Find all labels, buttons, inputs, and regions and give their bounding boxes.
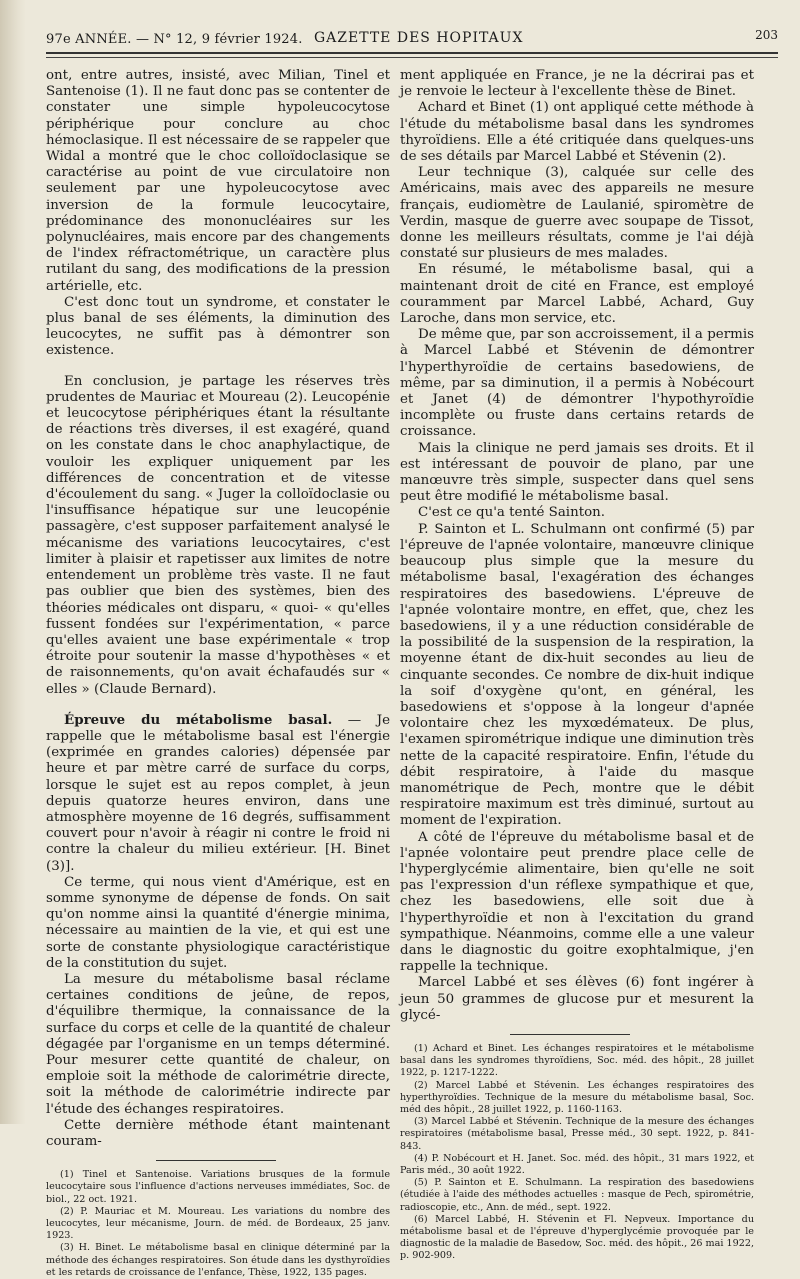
footnote: (4) P. Nobécourt et H. Janet. Soc. méd. des hôpit., 31 mars 1922, et Paris méd., 30 août 1922. (400, 1152, 754, 1177)
issue-info: 97e ANNÉE. — N° 12, 9 février 1924. (46, 32, 303, 47)
paragraph: Ce terme, qui nous vient d'Amérique, est en somme synonyme de dépense de fonds. On sait qu'on nomme ainsi la quantité d'énergie minima, nécessaire au maintien de la vie, et qui est une sorte de constante physiologique caractéristique de la constitution du sujet. (46, 874, 390, 971)
footnote: (1) Achard et Binet. Les échanges respiratoires et le métabolisme basal dans les syndromes thyroïdiens, Soc. méd. des hôpit., 28 juillet 1922, p. 1217-1222. (400, 1042, 754, 1079)
paragraph: ont, entre autres, insisté, avec Milian, Tinel et Santenoise (1). Il ne faut donc pas se contenter de constater une simple hypoleucocytose périphérique pour conclure au choc hémoclasique. Il est nécessaire de se rappeler que Widal a montré que le choc colloïdoclasique se caractérise au point de vue circulatoire non seulement par une hypoleucocytose avec inversion de la formule leucocytaire, prédominance des mononucléaires sur les polynucléaires, mais encore par des changements de l'index réfractométrique, un caractère plus rutilant du sang, des modifications de la pression artérielle, etc. (46, 68, 390, 294)
section-text: — Je rappelle que le métabolisme basal est l'énergie (exprimée en grandes calories) dépensée par heure et par mètre carré de surface du corps, lorsque le sujet est au repos complet, à jeun depuis quatorze heures environ, dans une atmosphère moyenne de 16 degrés, suffisamment couvert pour n'avoir à réagir ni contre le froid ni contre la chaleur du milieu extérieur. [H. Binet (3)]. (46, 712, 390, 874)
footnotes-left (46, 1169, 390, 1279)
footnote: (5) P. Sainton et E. Schulmann. La respiration des basedowiens (étudiée à l'aide des méthodes actuelles : masque de Pech, spirométrie, radioscopie, etc., Ann. de méd., sept. 1922. (400, 1177, 754, 1213)
section-paragraph (46, 712, 390, 875)
paragraph: De même que, par son accroissement, il a permis à Marcel Labbé et Stévenin de démontrer l'hyperthyroïdie de certains basedowiens, de même, par sa diminution, il a permis à Nobécourt et Janet (4) de démontrer l'hypothyroïdie incomplète ou fruste dans certains retards de croissance. (400, 327, 754, 440)
paragraph: Mais la clinique ne perd jamais ses droits. Et il est intéressant de pouvoir de plano, par une manœuvre très simple, suspecter dans quel sens peut être modifié le métabolisme basal. (400, 440, 754, 505)
paragraph: A côté de l'épreuve du métabolisme basal et de l'apnée volontaire peut prendre place celle de l'hyperglycémie alimentaire, bien qu'elle ne soit pas l'expression d'un réflexe sympathique et que, chez les basedowiens, elle soit due à l'hyperthyroïdie et non à l'excitation du grand sympathique. Néanmoins, comme elle a une valeur dans le diagnostic du goitre exophtalmique, j'en rappelle la technique. (400, 829, 754, 975)
paragraph: Leur technique (3), calquée sur celle des Américains, mais avec des appareils ne mesure français, eudiomètre de Laulanié, spiromètre de Verdin, masque de guerre avec soupape de Tissot, donne les meilleurs résultats, comme je l'ai déjà constaté sur plusieurs de mes malades. (400, 165, 754, 262)
footnote: (2) P. Mauriac et M. Moureau. Les variations du nombre des leucocytes, leur mécanisme, Journ. de méd. de Bordeaux, 25 janv. 1923. (46, 1205, 390, 1242)
paragraph: Cette dernière méthode étant maintenant couram- (46, 1117, 390, 1149)
paragraph: C'est ce qu'a tenté Sainton. (418, 505, 606, 521)
footnote: (1) Tinel et Santenoise. Variations brusques de la formule leucocytaire sous l'influence d'actions nerveuses immédiates, Soc. de biol., 22 oct. 1921. (46, 1169, 390, 1205)
paragraph: ment appliquée en France, je ne la décrirai pas et je renvoie le lecteur à l'excellente thèse de Binet. (400, 68, 754, 100)
right-column (400, 68, 754, 1263)
paragraph: P. Sainton et L. Schulmann ont confirmé (5) par l'épreuve de l'apnée volontaire, manœuvre clinique beaucoup plus simple que la mesure du métabolisme basal, l'exagération des échanges respiratoires des basedowiens. L'épreuve de l'apnée volontaire montre, en effet, que, chez les basedowiens, il y a une réduction considérable de la possibilité de la suspension de la respiration, la moyenne étant de dix-huit secondes au lieu de cinquante secondes. Ce nombre de dix-huit indique la soif d'oxygène qu'ont, en général, les basedowiens et s'oppose à la longeur d'apnée volontaire chez les myxœdémateux. De plus, l'examen spirométrique indique une diminution très nette de la capacité respiratoire. Enfin, l'étude du débit respiratoire, à l'aide du masque manométrique de Pech, montre que le débit respiratoire maximum est très diminué, surtout au moment de l'expiration. (400, 521, 755, 829)
header-rule-thin (46, 57, 778, 58)
page-header (46, 28, 778, 50)
paragraph: C'est donc tout un syndrome, et constater le plus banal de ses éléments, la diminution des leucocytes, ne suffit pas à démontrer son existence. (46, 294, 390, 359)
footnote-rule (156, 1160, 276, 1161)
footnote: (2) Marcel Labbé et Stévenin. Les échanges respiratoires des hyperthyroïdies. Technique de la mesure du métabolisme basal, Soc. méd des hôpit., 28 juillet 1922, p. 1160-1163. (400, 1079, 754, 1115)
paragraph: Marcel Labbé et ses élèves (6) font ingérer à jeun 50 grammes de glucose pur et mesurent la glycé- (400, 975, 754, 1023)
paragraph: Achard et Binet (1) ont appliqué cette méthode à l'étude du métabolisme basal dans les syndromes thyroïdiens. Elle a été critiquée dans quelques-uns de ses détails par Marcel Labbé et Stévenin (2). (400, 100, 754, 165)
footnote: (3) H. Binet. Le métabolisme basal en clinique déterminé par la méthode des échanges respiratoires. Son étude dans les dysthyroïdies et les retards de croissance de l'enfance, Thèse, 1922, 135 pages. (46, 1242, 390, 1278)
left-column (46, 68, 390, 1279)
conclusion-paragraph: En conclusion, je partage les réserves très prudentes de Mauriac et Moureau (2). Leucopénie et leucocytose périphériques étant la résultante de réactions très diverses, il est exagéré, quand on les constate dans le choc anaphylactique, de vouloir les expliquer uniquement par les différences de concentration et de vitesse d'écoulement du sang. « Juger la colloïdoclasie ou l'insuffisance hépatique sur une leucopénie passagère, c'est supposer parfaitement analysé le mécanisme des variations leucocytaires, c'est limiter à plaisir et rapetisser aux limites de notre entendement un problème très vaste. Il ne faut pas oublier que bien des systèmes, bien des théories médicales ont disparu, « quoi- « qu'elles fussent fondées sur l'expérimentation, « parce qu'elles avaient une base expérimentale « trop étroite pour soutenir la masse d'hypothèses « et de raisonnements, qu'on avait échafaudés sur « elles » (Claude Bernard). (46, 373, 390, 697)
section-title: Épreuve du métabolisme basal. (64, 711, 333, 728)
footnote: (6) Marcel Labbé, H. Stévenin et Fl. Nepveux. Importance du métabolisme basal et de l'épreuve d'hyperglycémie provoquée par le diagnostic de la maladie de Basedow, Soc. méd. des hôpit., 26 mai 1922, p. 902-909. (400, 1213, 754, 1262)
footnote-rule (510, 1034, 630, 1035)
paragraph: En résumé, le métabolisme basal, qui a maintenant droit de cité en France, est employé couramment par Marcel Labbé, Achard, Guy Laroche, dans mon service, etc. (400, 262, 754, 327)
journal-title: GAZETTE DES HOPITAUX (314, 30, 524, 46)
paragraph: La mesure du métabolisme basal réclame certaines conditions de jeûne, de repos, d'équilibre thermique, la connaissance de la surface du corps et celle de la quantité de chaleur dégagée par l'organisme en un temps déterminé. Pour mesurer cette quantité de chaleur, on emploie soit la méthode de calorimétrie directe, soit la méthode de calorimétrie indirecte par l'étude des échanges respiratoires. (46, 971, 390, 1117)
footnotes-right (400, 1043, 754, 1263)
page-number: 203 (755, 28, 778, 42)
footnote: (3) Marcel Labbé et Stévenin. Technique de la mesure des échanges respiratoires (métabolisme basal, Presse méd., 30 sept. 1922, p. 841-843. (400, 1116, 754, 1152)
header-rule (46, 52, 778, 54)
page-binding-shadow (0, 0, 26, 1124)
